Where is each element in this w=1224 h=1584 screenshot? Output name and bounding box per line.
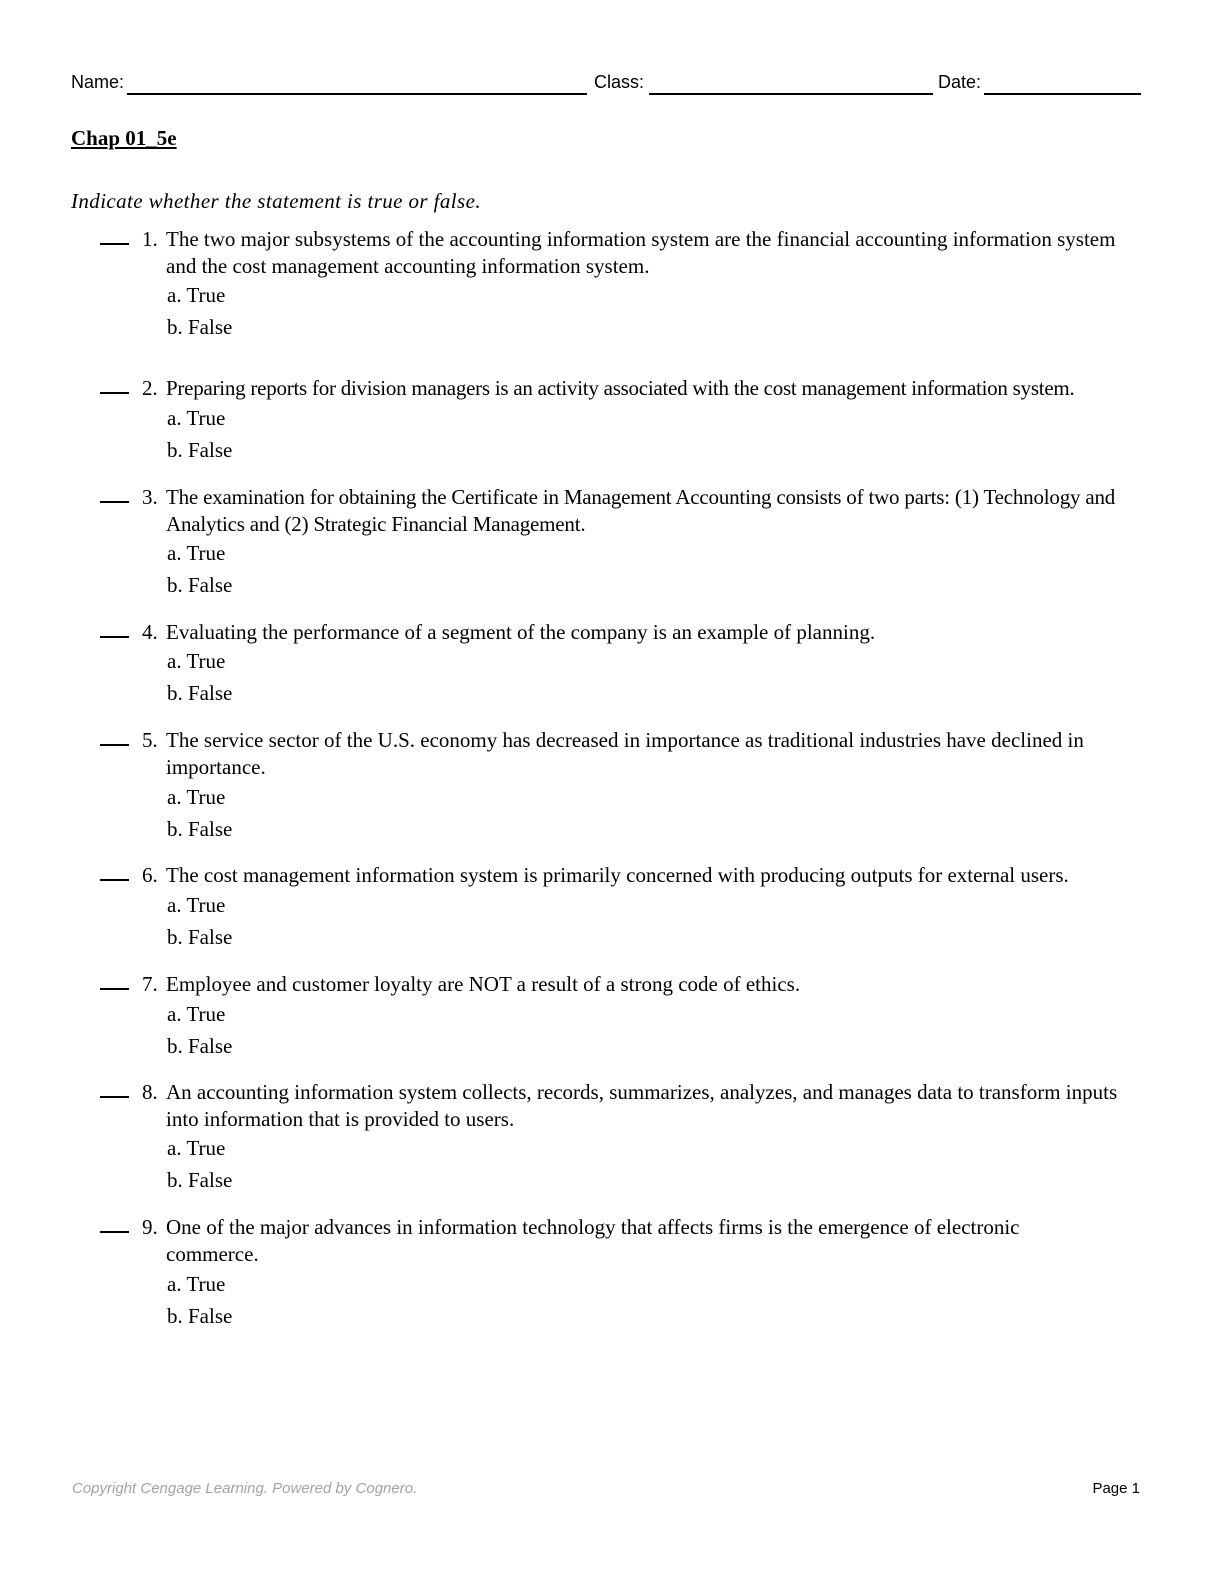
option-false[interactable]: b. False <box>167 1034 233 1058</box>
question-text: One of the major advances in information technology that affects firms is the emergence of electronic commerce. <box>166 1215 1020 1266</box>
question-text: The service sector of the U.S. economy has decreased in importance as traditional industries have declined in importance. <box>166 728 1084 779</box>
option-true[interactable]: a. True <box>167 1136 226 1160</box>
instructions-text: Indicate whether the statement is true or false. <box>71 189 481 213</box>
question-text: Preparing reports for division managers is an activity associated with the cost management information system. <box>166 376 1075 400</box>
option-true[interactable]: a. True <box>167 406 226 430</box>
option-false[interactable]: b. False <box>167 573 233 597</box>
question-number: 7. <box>142 972 158 996</box>
question-number: 3. <box>142 485 158 509</box>
question-text: Evaluating the performance of a segment of the company is an example of planning. <box>166 620 876 644</box>
answer-blank[interactable] <box>100 1231 129 1233</box>
question-number: 5. <box>142 728 158 752</box>
answer-blank[interactable] <box>100 243 129 245</box>
option-true[interactable]: a. True <box>167 1002 226 1026</box>
answer-blank[interactable] <box>100 1096 129 1098</box>
copyright-notice: Copyright Cengage Learning. Powered by Cognero. <box>72 1480 418 1497</box>
class-blank-line[interactable] <box>649 93 933 95</box>
question-number: 9. <box>142 1215 158 1239</box>
chapter-title: Chap 01_5e <box>71 126 177 150</box>
answer-blank[interactable] <box>100 879 129 881</box>
question-number: 6. <box>142 863 158 887</box>
option-true[interactable]: a. True <box>167 541 226 565</box>
name-label: Name: <box>71 72 125 92</box>
date-blank-line[interactable] <box>984 93 1141 95</box>
class-label: Class: <box>594 72 645 92</box>
option-false[interactable]: b. False <box>167 1168 233 1192</box>
option-true[interactable]: a. True <box>167 785 226 809</box>
page-number: Page 1 <box>1092 1480 1140 1497</box>
option-false[interactable]: b. False <box>167 315 233 339</box>
question-number: 4. <box>142 620 158 644</box>
option-false[interactable]: b. False <box>167 1304 233 1328</box>
question-text: The cost management information system is primarily concerned with producing outputs for external users. <box>166 863 1069 887</box>
question-number: 2. <box>142 376 158 400</box>
question-number: 1. <box>142 227 158 251</box>
option-false[interactable]: b. False <box>167 925 233 949</box>
date-label: Date: <box>938 72 982 92</box>
option-false[interactable]: b. False <box>167 438 233 462</box>
name-blank-line[interactable] <box>127 93 587 95</box>
answer-blank[interactable] <box>100 636 129 638</box>
answer-blank[interactable] <box>100 988 129 990</box>
option-true[interactable]: a. True <box>167 283 226 307</box>
answer-blank[interactable] <box>100 744 129 746</box>
question-text: Employee and customer loyalty are NOT a result of a strong code of ethics. <box>166 972 801 996</box>
option-true[interactable]: a. True <box>167 649 226 673</box>
student-info-header <box>71 72 1141 98</box>
option-true[interactable]: a. True <box>167 893 226 917</box>
question-text: An accounting information system collects, records, summarizes, analyzes, and manages data to transform inputs into information that is provided to users. <box>166 1080 1118 1131</box>
question-text: The two major subsystems of the accounting information system are the financial accounting information system and the cost management accounting information system. <box>166 227 1116 278</box>
question-number: 8. <box>142 1080 158 1104</box>
option-false[interactable]: b. False <box>167 817 233 841</box>
question-text: The examination for obtaining the Certificate in Management Accounting consists of two parts: (1) Technology and Analytics and (2) Strategic Financial Management. <box>166 485 1116 536</box>
option-false[interactable]: b. False <box>167 681 233 705</box>
answer-blank[interactable] <box>100 501 129 503</box>
option-true[interactable]: a. True <box>167 1272 226 1296</box>
answer-blank[interactable] <box>100 392 129 394</box>
